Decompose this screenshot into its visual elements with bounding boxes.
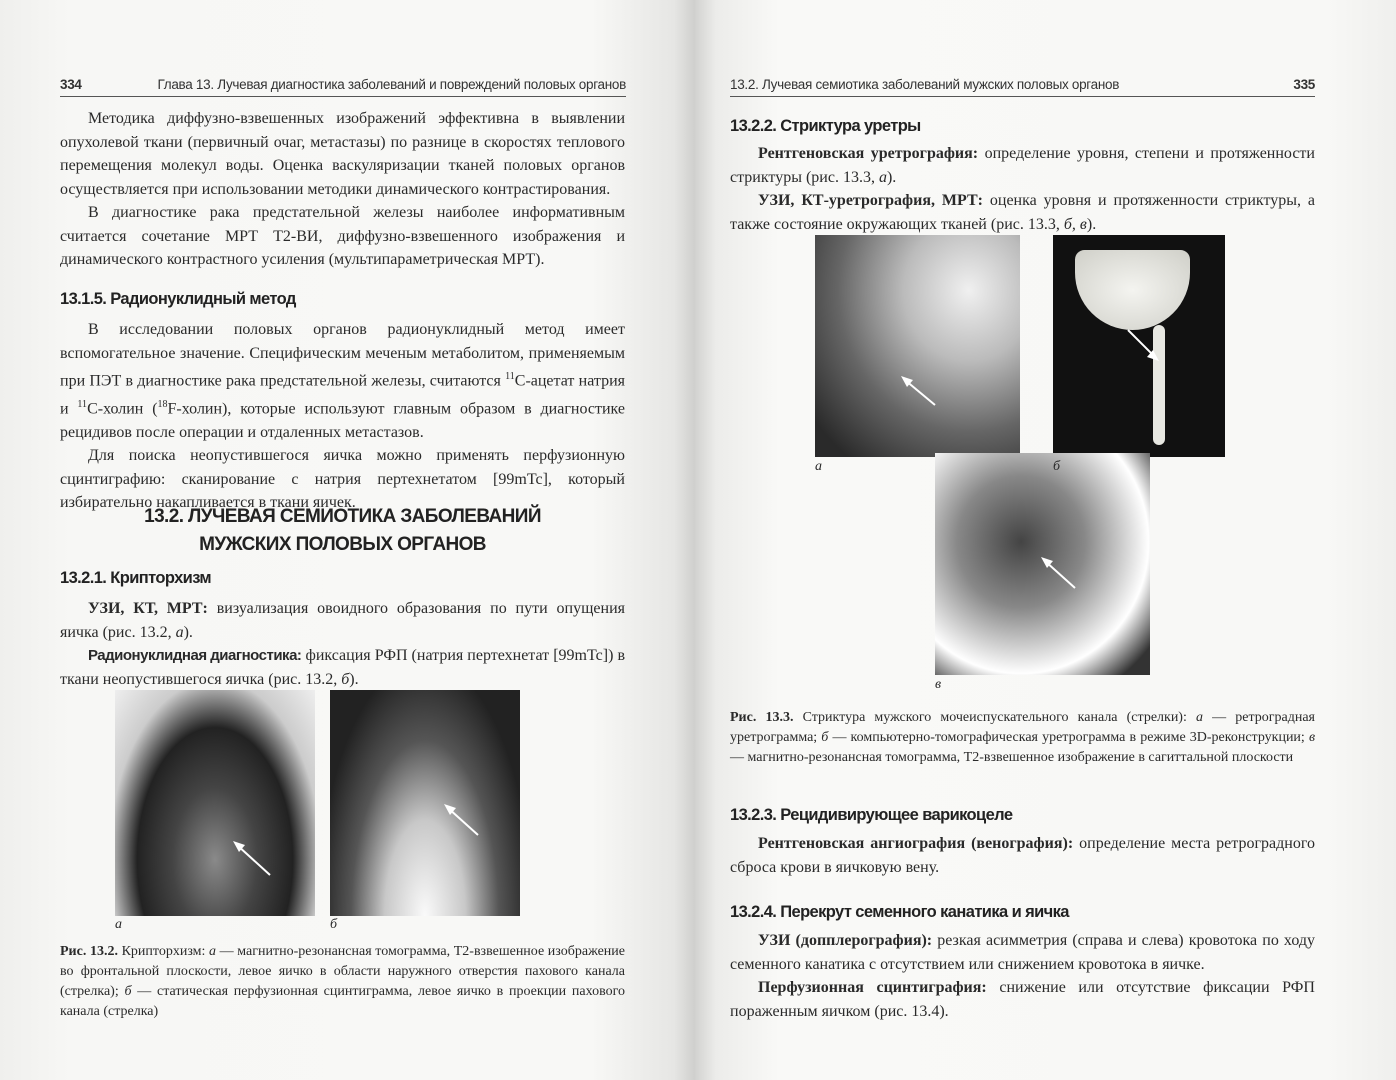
figure-caption: Рис. 13.3. Стриктура мужского мочеиспускательного канала (стрелки): а — ретроградная уретрограмма; б — компьютерно-томографическая уретрограмма в режиме 3D-реконструкции; в — магнитно-резонансная томограмма, Т2-взвешенное изображение в сагиттальной плоскости bbox=[730, 710, 1316, 765]
right-page bbox=[695, 0, 1396, 1080]
scintigram-image bbox=[330, 690, 520, 916]
section-text bbox=[730, 832, 1315, 879]
section-text bbox=[730, 142, 1315, 236]
running-header bbox=[60, 76, 626, 97]
running-head-title: 13.2. Лучевая семиотика заболеваний мужских половых органов bbox=[730, 77, 1120, 92]
arrow-icon bbox=[815, 235, 1020, 457]
mri-image-cryptorchidism bbox=[115, 690, 315, 916]
figure-label: в bbox=[935, 677, 942, 692]
arrow-icon bbox=[115, 690, 315, 916]
section-heading: 13.2.3. Рецидивирующее варикоцеле bbox=[730, 806, 1013, 824]
section-heading: 13.1.5. Радионуклидный метод bbox=[60, 290, 296, 308]
section-heading: 13.2.2. Стриктура уретры bbox=[730, 117, 921, 135]
mri-sagittal-image bbox=[935, 453, 1150, 675]
section-text bbox=[60, 318, 625, 515]
figure-label: б bbox=[330, 917, 338, 932]
section-text bbox=[730, 929, 1315, 1023]
ct-urethrogram-image bbox=[1053, 235, 1225, 457]
arrow-icon bbox=[1053, 235, 1225, 457]
running-header bbox=[730, 76, 1315, 97]
running-head-title: Глава 13. Лучевая диагностика заболеваний и повреждений половых органов bbox=[157, 77, 626, 92]
paragraph: Методика диффузно-взвешенных изображений эффективна в выявлении опухолевой ткани (первичный очаг, метастазы) по разнице в скоростях теплового перемещения молекул воды. Оценка васкуляризации тканей половых органов осуществляется при использовании методики динамического контрастирования. bbox=[60, 110, 625, 198]
page-number: 335 bbox=[1293, 77, 1315, 92]
paragraph: УЗИ, КТ-уретрография, МРТ: оценка уровня и протяженности стриктуры, а также состояние окружающих тканей (рис. 13.3, б, в). bbox=[730, 192, 1316, 233]
figure-caption: Рис. 13.2. Крипторхизм: а — магнитно-резонансная томограмма, Т2-взвешенное изображение во фронтальной плоскости, левое яичко в области наружного отверстия пахового канала (стрелка); б — статическая перфузионная сцинтиграмма, левое яичко в проекции пахового канала (стрелка) bbox=[60, 944, 625, 1019]
retrograde-urethrogram-image bbox=[815, 235, 1020, 457]
left-page bbox=[0, 0, 695, 1080]
arrow-icon bbox=[935, 453, 1150, 675]
paragraph: Рентгеновская уретрография: определение уровня, степени и протяженности стриктуры (рис. 13.3, а). bbox=[730, 145, 1315, 186]
figure-label: б bbox=[1053, 459, 1061, 474]
page-number: 334 bbox=[60, 77, 82, 92]
chapter-heading: 13.2. ЛУЧЕВАЯ СЕМИОТИКА ЗАБОЛЕВАНИЙ МУЖСКИХ ПОЛОВЫХ ОРГАНОВ bbox=[144, 506, 541, 555]
paragraph: Рентгеновская ангиография (венография): определение места ретроградного сброса крови в яичковую вену. bbox=[730, 835, 1315, 876]
section-text bbox=[60, 597, 625, 691]
intro-text bbox=[60, 107, 625, 272]
paragraph: УЗИ, КТ, МРТ: визуализация овоидного образования по пути опущения яичка (рис. 13.2, а). bbox=[60, 600, 625, 641]
section-heading: 13.2.1. Крипторхизм bbox=[60, 569, 212, 587]
section-heading: 13.2.4. Перекрут семенного канатика и яичка bbox=[730, 903, 1069, 921]
figure-label: а bbox=[115, 917, 122, 932]
figure-label: а bbox=[815, 459, 822, 474]
arrow-icon bbox=[330, 690, 520, 916]
paragraph: Для поиска неопустившегося яичка можно применять перфузионную сцинтиграфию: сканирование с натрия пертехнетатом [99mTc], который избирательно накапливается в ткани яичек. bbox=[60, 447, 625, 512]
paragraph: В исследовании половых органов радионуклидный метод имеет вспомогательное значение. Специфическим меченым метаболитом, применяемым при ПЭТ в диагностике рака предстательной железы, считаются $^{11}$С-ацетат натрия и $^{11}$С-холин ($^{18}$F-холин), которые используют главным образом в диагностике рецидивов после операции и отдаленных метастазов. bbox=[60, 321, 626, 441]
paragraph: Радионуклидная диагностика: фиксация РФП (натрия пертехнетат [99mTc]) в ткани неопустившегося яичка (рис. 13.2, б). bbox=[60, 647, 625, 688]
paragraph: УЗИ (допплерография): резкая асимметрия (справа и слева) кровотока по ходу семенного канатика с отсутствием или снижением кровотока в яичке. bbox=[730, 932, 1315, 973]
paragraph: В диагностике рака предстательной железы наиболее информативным считается сочетание МРТ Т2-ВИ, диффузно-взвешенного изображения и динамического контрастного усиления (мультипараметрическая МРТ). bbox=[60, 204, 625, 268]
paragraph: Перфузионная сцинтиграфия: снижение или отсутствие фиксации РФП пораженным яичком (рис. 13.4). bbox=[730, 979, 1315, 1020]
